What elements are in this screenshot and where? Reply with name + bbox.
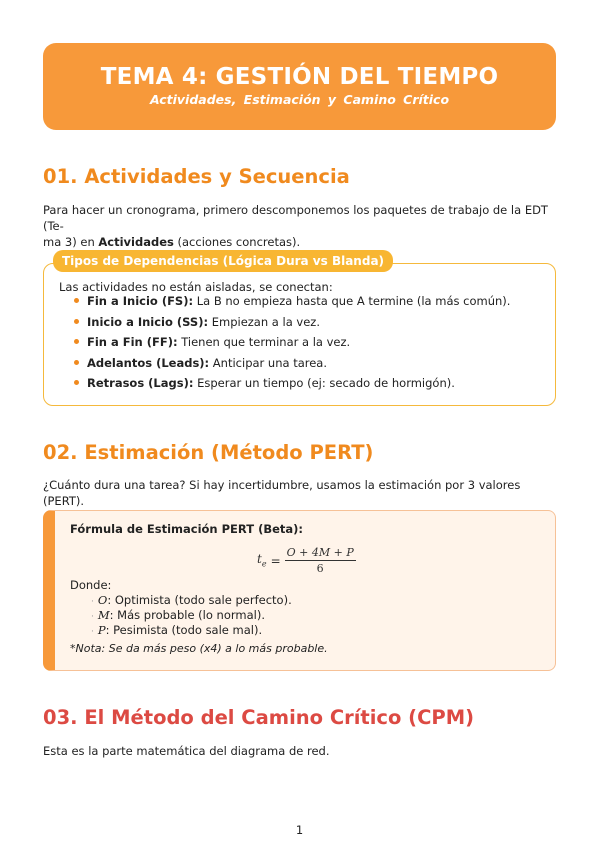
variable-symbol: M — [97, 608, 110, 622]
section-1-intro-bold: Actividades — [98, 235, 174, 249]
formula-lhs-var: t — [257, 552, 262, 567]
section-1-heading: 01. Actividades y Secuencia — [43, 165, 350, 188]
section-1-intro-line-1: Para hacer un cronograma, primero descomponemos los paquetes de trabajo de la EDT (Te- — [43, 203, 548, 233]
title-banner — [43, 43, 556, 130]
section-1-intro-line-2a: ma 3) en — [43, 235, 99, 249]
dot-icon: · — [91, 627, 94, 637]
bullet-icon — [74, 380, 79, 385]
variable-desc: : Pesimista (todo sale mal). — [105, 623, 263, 637]
section-1-intro-line-2b: (acciones concretas). — [173, 235, 301, 249]
bullet-icon — [74, 339, 79, 344]
pert-variable-item — [91, 623, 292, 638]
variable-symbol: P — [97, 623, 106, 637]
section-2-heading: 02. Estimación (Método PERT) — [43, 441, 374, 464]
dependency-desc: Empiezan a la vez. — [208, 314, 320, 329]
pert-box-title: Fórmula de Estimación PERT (Beta): — [70, 522, 304, 536]
dependency-term: Adelantos (Leads): — [87, 355, 210, 370]
dependency-desc: Anticipar una tarea. — [209, 355, 328, 370]
dependency-term: Inicio a Inicio (SS): — [87, 314, 209, 329]
dependency-item — [74, 315, 510, 336]
formula-equals: = — [270, 553, 281, 568]
formula-fraction — [285, 546, 356, 575]
pert-variable-item — [91, 608, 292, 623]
document-title: TEMA 4: GESTIÓN DEL TIEMPO — [100, 64, 499, 90]
dependency-desc: Tienen que terminar a la vez. — [177, 335, 351, 349]
pert-formula — [257, 546, 356, 575]
formula-denominator: 6 — [316, 562, 324, 575]
dot-icon: · — [91, 597, 94, 607]
dependency-term: Fin a Fin (FF): — [87, 335, 178, 349]
donde-label: Donde: — [70, 578, 112, 592]
formula-numerator — [285, 546, 356, 561]
page-number: 1 — [295, 823, 304, 837]
formula-numerator-text: O + 4M + P — [286, 546, 354, 559]
formula-lhs-sub: e — [261, 559, 267, 569]
dependency-term: Fin a Inicio (FS): — [87, 294, 194, 308]
dependency-desc: La B no empieza hasta que A termine (la más común). — [193, 294, 511, 308]
variable-desc: : Optimista (todo sale perfecto). — [107, 593, 292, 607]
section-3-intro: Esta es la parte matemática del diagrama de red. — [43, 744, 330, 758]
pert-variable-item — [91, 593, 292, 608]
dependency-item — [74, 335, 510, 356]
dependency-item — [74, 356, 510, 377]
variable-desc: : Más probable (lo normal). — [109, 608, 265, 622]
document-subtitle: Actividades, Estimación y Camino Crítico — [149, 92, 450, 107]
pert-variables-list — [91, 593, 292, 638]
dependency-desc: Esperar un tiempo (ej: secado de hormigón). — [193, 376, 455, 390]
bullet-icon — [74, 319, 79, 324]
variable-symbol: O — [97, 593, 108, 607]
dependency-item — [74, 294, 510, 315]
bullet-icon — [74, 360, 79, 365]
dependencies-intro: Las actividades no están aisladas, se conectan: — [59, 280, 333, 294]
pert-note: *Nota: Se da más peso (x4) a lo más probable. — [70, 642, 328, 655]
bullet-icon — [74, 298, 79, 303]
dependencies-list — [74, 294, 510, 397]
section-2-intro: ¿Cuánto dura una tarea? Si hay incertidumbre, usamos la estimación por 3 valores (PERT). — [43, 478, 521, 508]
dependency-item — [74, 376, 510, 397]
dependency-term: Retrasos (Lags): — [87, 376, 194, 390]
section-1-intro — [43, 202, 558, 250]
formula-lhs — [257, 552, 267, 568]
dot-icon: · — [91, 612, 94, 622]
section-3-heading: 03. El Método del Camino Crítico (CPM) — [43, 706, 475, 729]
dependencies-box-title: Tipos de Dependencias (Lógica Dura vs Blanda) — [53, 250, 393, 272]
